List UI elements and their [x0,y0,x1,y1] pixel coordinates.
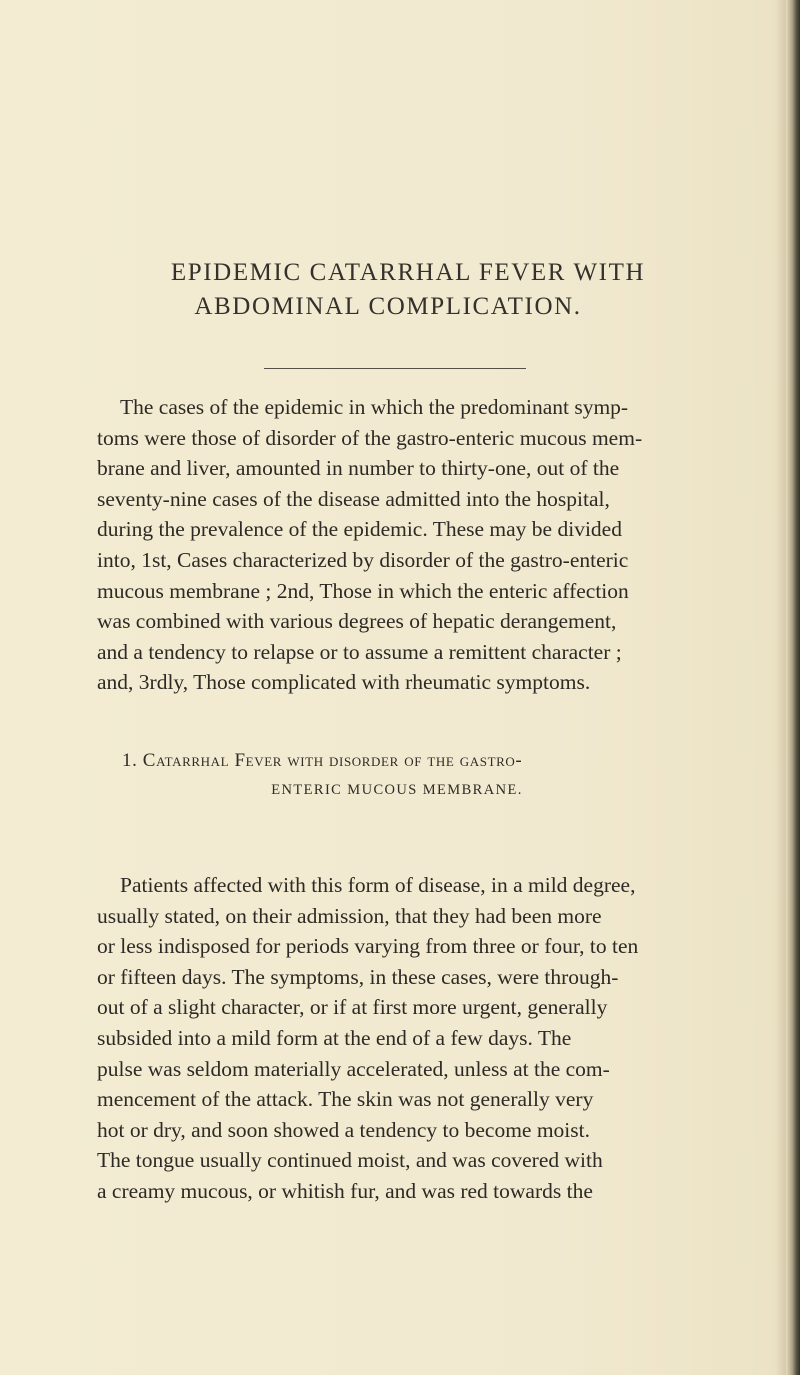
section-paragraph [97,870,700,1207]
page-edge-shadow [776,0,786,1375]
text-line: and, 3rdly, Those complicated with rheumatic symptoms. [97,670,591,695]
text-line: into, 1st, Cases characterized by disorder of the gastro-enteric [97,547,629,572]
text-line: brane and liver, amounted in number to thirty-one, out of the [97,456,620,481]
section-heading-line-2: ENTERIC MUCOUS MEMBRANE. [271,782,523,798]
text-line: seventy-nine cases of the disease admitted into the hospital, [97,486,610,511]
text-line: was combined with various degrees of hepatic derangement, [97,609,617,634]
text-line: subsided into a mild form at the end of a few days. The [97,1025,572,1050]
text-line: The tongue usually continued moist, and was covered with [97,1148,603,1173]
text-line: toms were those of disorder of the gastro-enteric mucous mem- [97,425,643,450]
text-line: a creamy mucous, or whitish fur, and was red towards the [97,1178,593,1203]
text-line: pulse was seldom materially accelerated, unless at the com- [97,1056,610,1081]
text-line: or less indisposed for periods varying from three or four, to ten [97,934,639,959]
text-line: mencement of the attack. The skin was not generally very [97,1087,594,1112]
text-line: during the prevalence of the epidemic. These may be divided [97,517,622,542]
title-divider [264,368,526,369]
text-line: hot or dry, and soon showed a tendency to become moist. [97,1117,590,1142]
text-line: or fifteen days. The symptoms, in these cases, were through- [97,964,619,989]
text-line: The cases of the epidemic in which the predominant symp- [120,395,629,419]
page-edge-binding [786,0,800,1375]
text-line: out of a slight character, or if at first more urgent, generally [97,995,608,1020]
text-line: Patients affected with this form of disease, in a mild degree, [120,873,636,897]
section-heading-line-1: 1. Catarrhal Fever with disorder of the gastro- [122,750,523,771]
chapter-title-line-1: EPIDEMIC CATARRHAL FEVER WITH [170,259,646,286]
chapter-title-line-2: ABDOMINAL COMPLICATION. [194,293,582,320]
section-heading [122,748,702,803]
text-line: mucous membrane ; 2nd, Those in which the enteric affection [97,578,629,603]
text-line: and a tendency to relapse or to assume a remittent character ; [97,639,622,664]
intro-paragraph [97,392,700,698]
text-line: usually stated, on their admission, that they had been more [97,903,602,928]
